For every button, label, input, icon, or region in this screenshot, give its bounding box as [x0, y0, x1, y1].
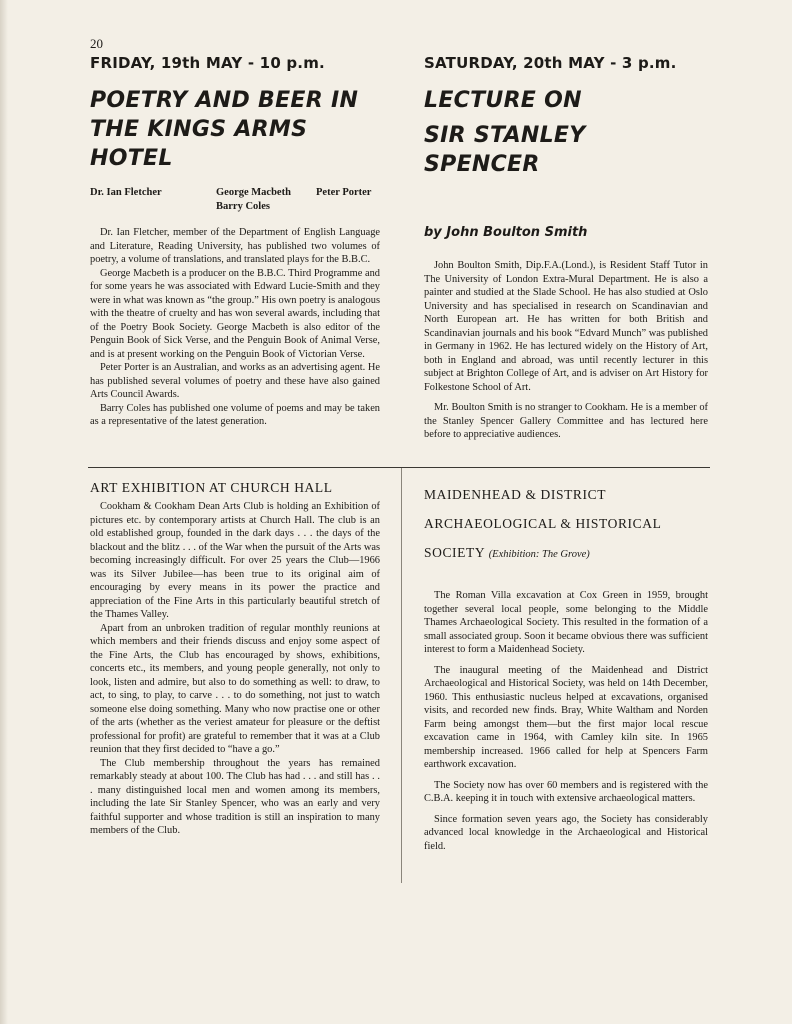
poetry-paragraph: Peter Porter is an Australian, and works as an advertising agent. He has published several volumes of poetry and these have also gained Arts Council Awards. — [90, 362, 380, 400]
lecture-paragraph: John Boulton Smith, Dip.F.A.(Lond.), is Resident Staff Tutor in The University of London Extra-Mural Department. He is also a painter and studied at the Slade School. He has also studied at Oslo University and has specialised in research on Scandinavian and North European art. He has written for both British and Scandinavian journals and his book “Edvard Munch” was published in Germany in 1962. He has lectured widely on the History of Art, both in England and abroad, was until recently lecturer in this subject at Brighton College of Art, and is adviser on Art History for Folkestone School of Art. — [424, 260, 708, 393]
vertical-divider — [401, 468, 402, 883]
art-exhibition-paragraph: The Club membership throughout the years has remained remarkably steady at about 100. The Club has had . . . and still has . . . many distinguished local men and women among its members, including the late Sir Stanley Spencer, who was an early and very faithful supporter and whose tradition is still an inspiration to many members of the Club. — [90, 757, 380, 836]
speaker-name: George Macbeth — [216, 187, 291, 198]
art-exhibition-paragraph: Apart from an unbroken tradition of regular monthly reunions at which members and their friends discuss and enjoy some aspect of the Fine Arts, the Club has encouraged by shows, exhibitions, concerts etc., its members, and young people generally, not only to look, listen and admire, but also to do something as well: to draw, to act, to sing, to play, to carve . . . to do something, not just to watch someone else doing something. Many who now practise one or other of the arts (whether as the veriest amateur for pleasure or the deftist professional for profit) are grateful to remember that it was at a Club reunion that they first decided to “have a go.” — [90, 622, 380, 755]
society-paragraph: The Society now has over 60 members and is registered with the C.B.A. keeping it in touch with extensive archaeological matters. — [424, 779, 708, 804]
lecture-paragraph: Mr. Boulton Smith is no stranger to Cookham. He is a member of the Stanley Spencer Gallery Committee and has lectured here before to appreciative audiences. — [424, 402, 708, 440]
lecture-title — [424, 86, 708, 179]
lecture-title-line: SIR STANLEY SPENCER — [424, 123, 586, 177]
lecture-title-line: LECTURE ON — [424, 88, 582, 113]
page-number: 20 — [90, 36, 103, 51]
speaker-name: Barry Coles — [216, 201, 270, 212]
poetry-title-line: POETRY AND BEER IN — [90, 88, 359, 113]
lecture-byline: by John Boulton Smith — [424, 225, 588, 240]
art-exhibition-heading: ART EXHIBITION AT CHURCH HALL — [90, 480, 333, 495]
horizontal-divider — [88, 467, 710, 468]
poetry-paragraph: George Macbeth is a producer on the B.B.C. Third Programme and for some years he was associated with Edward Lucie-Smith and they were in what was known as “the group.” His own poetry is analogous with the theatre of cruelty and has won several awards, including that of the Poetry Book Society. George Macbeth is also editor of the Penguin Book of Sick Verse, and the Penguin Book of Animal Verse, and is at present working on the Penguin Book of Victorian Verse. — [90, 267, 380, 360]
speaker-name: Peter Porter — [316, 187, 372, 198]
poetry-title-line: THE KINGS ARMS — [90, 117, 308, 142]
art-exhibition-paragraph: Cookham & Cookham Dean Arts Club is holding an Exhibition of pictures etc. by contemporary artists at Church Hall. The club is an old established group, founded in the dark days . . . the days of the blackout and the blitz . . . of the War when the pursuit of the Arts was becoming increasingly difficult. For over 25 years the Club—1966 was its Silver Jubilee—has been true to its original aim of encouraging by every means in its power the practice and appreciation of the Fine Arts in this particularly beautiful stretch of the Thames Valley. — [90, 501, 380, 620]
society-paragraph: The Roman Villa excavation at Cox Green in 1959, brought together several local people, some belonging to the Middle Thames Archaeological Society. This resulted in the formation of a small associated group. Soon it became obvious there was sufficient interest to form a Maidenhead Society. — [424, 590, 708, 655]
exhibition-note: (Exhibition: The Grove) — [488, 549, 590, 560]
lecture-event-section — [424, 54, 708, 442]
poetry-event-title — [90, 86, 380, 173]
page-edge-shadow — [0, 0, 8, 1024]
saturday-date-heading: SATURDAY, 20th MAY - 3 p.m. — [424, 54, 677, 72]
archaeological-society-section — [424, 480, 708, 853]
poetry-event-section — [90, 54, 380, 429]
society-heading-line: MAIDENHEAD & DISTRICT — [424, 487, 607, 502]
archaeological-society-heading — [424, 480, 708, 569]
society-heading-line: ARCHAEOLOGICAL & HISTORICAL — [424, 516, 662, 531]
poetry-paragraph: Dr. Ian Fletcher, member of the Department of English Language and Literature, Reading University, has published two volumes of poetry, a volume of translations, and translated plays for the B.B.C. — [90, 227, 380, 265]
society-heading-word: SOCIETY — [424, 545, 485, 560]
society-paragraph: The inaugural meeting of the Maidenhead and District Archaeological and Historical Society, was held on 14th December, 1960. This enthusiastic nucleus helped at excavations, organised visits, and recorded new finds. Bray, White Waltham and Norden Farm being amongst them—but the first major local rescue excavation came in 1964, with Camley kiln site. In 1965 membership increased. 1966 called for help at Spencers Farm earthwork excavation. — [424, 664, 708, 770]
poetry-title-line: HOTEL — [90, 146, 173, 171]
speaker-list — [90, 187, 380, 217]
society-paragraph: Since formation seven years ago, the Society has considerably advanced local knowledge in the Archaeological and Historical field. — [424, 813, 708, 852]
poetry-paragraph: Barry Coles has published one volume of poems and may be taken as a representative of the latest generation. — [90, 402, 380, 427]
art-exhibition-section — [90, 480, 380, 838]
friday-date-heading: FRIDAY, 19th MAY - 10 p.m. — [90, 54, 325, 72]
speaker-name: Dr. Ian Fletcher — [90, 187, 162, 198]
society-heading-line — [424, 538, 708, 569]
